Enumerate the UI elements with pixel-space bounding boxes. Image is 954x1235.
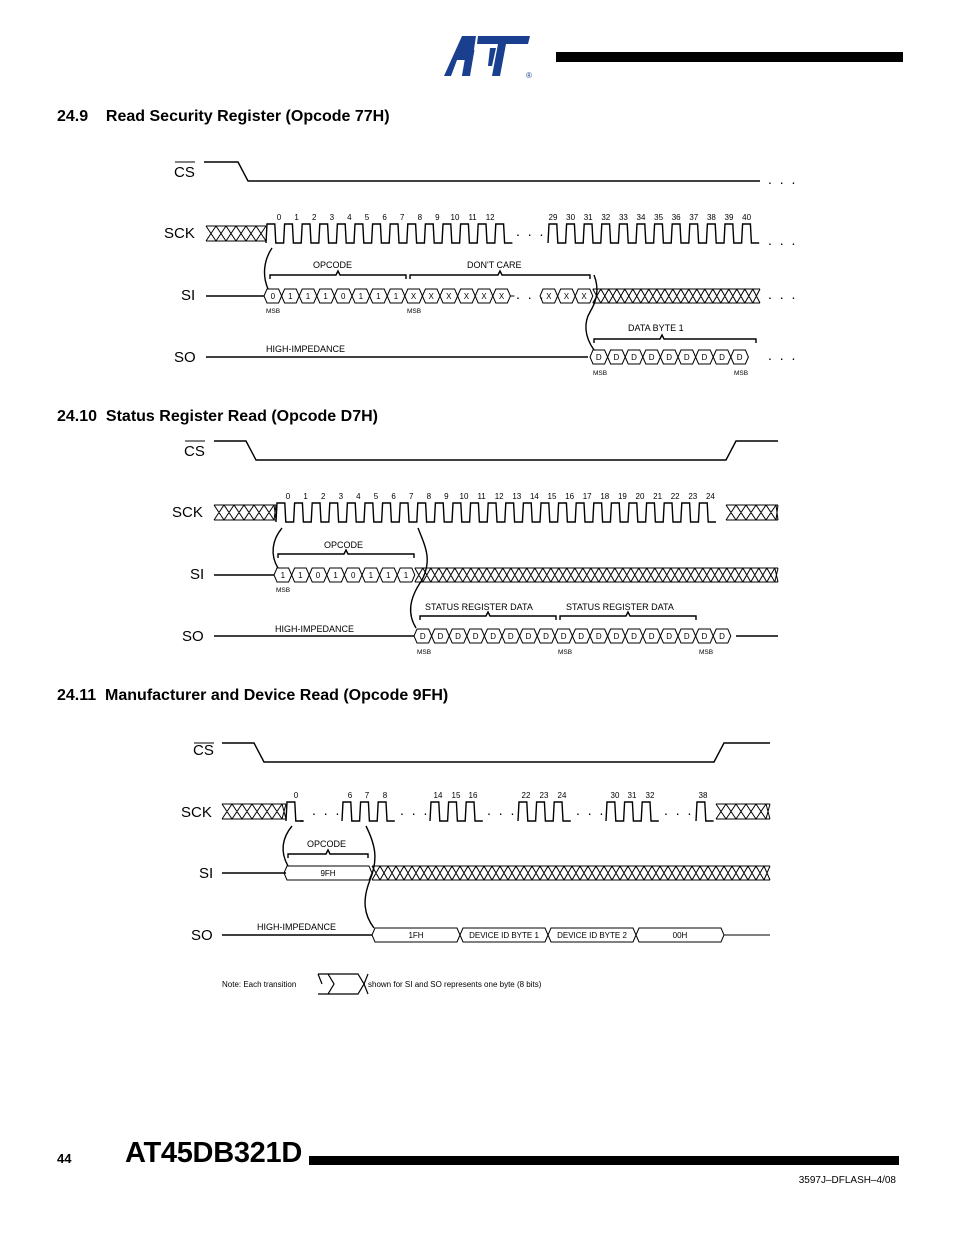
- clock-number: 0: [293, 791, 299, 800]
- si-opcode-bit: 0: [340, 292, 346, 301]
- clock-number: 21: [653, 492, 663, 501]
- so-data-bit: D: [719, 632, 725, 641]
- si-label: SI: [181, 287, 196, 304]
- clock-number: 38: [698, 791, 708, 800]
- clock-number: 32: [601, 213, 611, 222]
- clock-number: 23: [539, 791, 549, 800]
- clock-number: 8: [417, 213, 423, 222]
- so-data-bit: D: [701, 632, 708, 641]
- si-opcode-bit: 1: [305, 292, 311, 301]
- svg-text:. . .: . . .: [487, 802, 517, 818]
- clock-number: 3: [338, 492, 344, 501]
- clock-number: 24: [557, 791, 567, 800]
- footer-rule: [309, 1156, 899, 1165]
- so-data-bit: D: [490, 632, 497, 641]
- si-dont-care-bit: X: [481, 292, 487, 301]
- clock-number: 8: [426, 492, 432, 501]
- clock-number: 1: [294, 213, 299, 222]
- clock-number: 9: [435, 213, 440, 222]
- clock-number: 6: [391, 492, 396, 501]
- sck-label: SCK: [172, 504, 203, 521]
- clock-number: 15: [547, 492, 557, 501]
- clock-number: 7: [364, 791, 370, 800]
- clock-number: 14: [433, 791, 443, 800]
- clock-number: 22: [670, 492, 680, 501]
- svg-text:MSB: MSB: [558, 649, 573, 656]
- cs-label: CS: [184, 443, 205, 460]
- so-data-bit: D: [648, 632, 655, 641]
- so-data-bit: D: [613, 353, 620, 362]
- so-byte: 1FH: [408, 931, 424, 940]
- so-data-bit: D: [683, 353, 690, 362]
- clock-number: 19: [617, 492, 627, 501]
- svg-text:. . .: . . .: [400, 802, 430, 818]
- clock-number: 3: [329, 213, 335, 222]
- svg-text:MSB: MSB: [276, 587, 291, 594]
- so-data-bit: D: [701, 353, 708, 362]
- svg-text:MSB: MSB: [734, 370, 749, 377]
- svg-text:. . .: . . .: [312, 802, 342, 818]
- so-data-bit: D: [631, 353, 637, 362]
- so-data-bit: D: [595, 632, 602, 641]
- clock-number: 20: [635, 492, 645, 501]
- so-data-bit: D: [648, 353, 655, 362]
- clock-number: 2: [320, 492, 326, 501]
- clock-number: 10: [450, 213, 460, 222]
- clock-number: 24: [705, 492, 715, 501]
- so-data-bit: D: [719, 353, 725, 362]
- page-number: 44: [57, 1151, 72, 1166]
- so-data-bit: D: [683, 632, 690, 641]
- si-dont-care-bit: X: [581, 292, 587, 301]
- so-data-bit: D: [419, 632, 426, 641]
- clock-number: 31: [627, 791, 637, 800]
- sck-label: SCK: [164, 225, 195, 242]
- si-opcode-bit: 1: [288, 292, 293, 301]
- clock-number: 16: [468, 791, 478, 800]
- si-opcode-bit: 0: [315, 571, 321, 580]
- clock-number: 7: [408, 492, 414, 501]
- clock-number: 39: [724, 213, 734, 222]
- clock-number: 0: [285, 492, 291, 501]
- opcode-label: OPCODE: [324, 540, 364, 550]
- si-opcode-bit: 1: [403, 571, 409, 580]
- svg-text:®: ®: [526, 71, 532, 80]
- so-data-bit: D: [666, 632, 673, 641]
- clock-number: 2: [311, 213, 317, 222]
- clock-number: 12: [494, 492, 504, 501]
- clock-number: 4: [347, 213, 352, 222]
- so-data-bit: D: [437, 632, 444, 641]
- svg-text:. . .: . . .: [768, 347, 798, 363]
- clock-number: 6: [382, 213, 387, 222]
- clock-number: 22: [521, 791, 531, 800]
- si-opcode-bit: 1: [333, 571, 338, 580]
- svg-text:. . .: . . .: [664, 802, 694, 818]
- si-opcode-bit: 1: [298, 571, 303, 580]
- si-opcode-bit: 1: [376, 292, 381, 301]
- si-label: SI: [199, 865, 214, 882]
- so-data-bit: D: [631, 632, 637, 641]
- clock-number: 37: [689, 213, 699, 222]
- high-impedance-label: HIGH-IMPEDANCE: [275, 624, 355, 634]
- si-opcode-bit: 1: [393, 292, 399, 301]
- clock-number: 17: [582, 492, 592, 501]
- clock-number: 9: [444, 492, 449, 501]
- clock-number: 23: [688, 492, 698, 501]
- clock-number: 0: [276, 213, 282, 222]
- si-opcode-bit: 1: [368, 571, 374, 580]
- clock-number: 38: [706, 213, 716, 222]
- part-name: AT45DB321D: [125, 1137, 302, 1169]
- svg-text:. . .: . . .: [768, 232, 798, 248]
- clock-number: 31: [583, 213, 593, 222]
- data-byte-label: DATA BYTE 1: [628, 323, 684, 333]
- si-opcode-bit: 1: [386, 571, 391, 580]
- si-dont-care-bit: X: [546, 292, 552, 301]
- clock-number: 8: [382, 791, 388, 800]
- so-data-bit: D: [595, 353, 602, 362]
- section-title-24-10: 24.10 Status Register Read (Opcode D7H): [57, 408, 378, 425]
- sck-label: SCK: [181, 804, 212, 821]
- status-data-label-2: STATUS REGISTER DATA: [566, 602, 674, 612]
- so-data-bit: D: [613, 632, 620, 641]
- svg-text:MSB: MSB: [407, 308, 422, 315]
- clock-number: 30: [566, 213, 576, 222]
- opcode-label: OPCODE: [313, 260, 353, 270]
- so-byte: DEVICE ID BYTE 1: [469, 931, 539, 940]
- clock-number: 11: [477, 492, 486, 501]
- so-label: SO: [182, 628, 204, 645]
- clock-number: 12: [485, 213, 495, 222]
- high-impedance-label: HIGH-IMPEDANCE: [257, 922, 337, 932]
- dont-care-label: DON'T CARE: [467, 260, 522, 270]
- so-data-bit: D: [543, 632, 549, 641]
- note-text-2: shown for SI and SO represents one byte (8 bits): [368, 980, 542, 989]
- so-data-bit: D: [666, 353, 673, 362]
- so-data-bit: D: [578, 632, 585, 641]
- si-opcode-bit: 0: [270, 292, 276, 301]
- so-data-bit: D: [525, 632, 532, 641]
- note-text-1: Note: Each transition: [222, 980, 297, 989]
- clock-number: 35: [654, 213, 664, 222]
- status-data-label-1: STATUS REGISTER DATA: [425, 602, 533, 612]
- note-transition-symbol: [318, 974, 368, 994]
- cs-label: CS: [174, 164, 195, 181]
- clock-number: 10: [459, 492, 469, 501]
- clock-number: 13: [512, 492, 522, 501]
- so-data-bit: D: [736, 353, 743, 362]
- so-byte: 00H: [672, 931, 688, 940]
- clock-number: 40: [742, 213, 752, 222]
- cs-label: CS: [193, 742, 214, 759]
- so-data-bit: D: [507, 632, 514, 641]
- si-opcode-bit: 1: [280, 571, 286, 580]
- so-data-bit: D: [455, 632, 461, 641]
- si-opcode-bit: 0: [350, 571, 356, 580]
- clock-number: 18: [600, 492, 610, 501]
- clock-number: 5: [373, 492, 379, 501]
- clock-number: 36: [671, 213, 681, 222]
- clock-number: 32: [645, 791, 655, 800]
- si-dont-care-bit: X: [410, 292, 417, 301]
- svg-text:. . .: . . .: [516, 286, 546, 302]
- si-opcode-bit: 1: [323, 292, 328, 301]
- clock-number: 16: [565, 492, 575, 501]
- clock-number: 33: [618, 213, 628, 222]
- so-data-bit: D: [560, 632, 567, 641]
- clock-number: 15: [451, 791, 461, 800]
- svg-text:MSB: MSB: [417, 649, 432, 656]
- clock-number: 6: [347, 791, 353, 800]
- opcode-label: OPCODE: [307, 839, 347, 849]
- high-impedance-label: HIGH-IMPEDANCE: [266, 344, 346, 354]
- svg-text:. . .: . . .: [516, 223, 546, 239]
- clock-number: 14: [529, 492, 539, 501]
- si-dont-care-bit: X: [563, 292, 570, 301]
- clock-number: 5: [364, 213, 370, 222]
- svg-text:MSB: MSB: [593, 370, 608, 377]
- si-dont-care-bit: X: [446, 292, 452, 301]
- si-dont-care-bit: X: [498, 292, 505, 301]
- document-number: 3597J–DFLASH–4/08: [798, 1175, 896, 1186]
- svg-text:MSB: MSB: [266, 308, 281, 315]
- so-data-bit: D: [472, 632, 479, 641]
- section-title-24-11: 24.11 Manufacturer and Device Read (Opcode 9FH): [57, 687, 449, 704]
- si-dont-care-bit: X: [428, 292, 434, 301]
- clock-number: 11: [468, 213, 477, 222]
- so-label: SO: [191, 927, 213, 944]
- si-opcode-bit: 1: [358, 292, 364, 301]
- clock-number: 30: [610, 791, 620, 800]
- svg-text:MSB: MSB: [699, 649, 714, 656]
- section-title-24-9: 24.9 Read Security Register (Opcode 77H): [57, 108, 390, 125]
- clock-number: 4: [356, 492, 361, 501]
- clock-number: 7: [399, 213, 405, 222]
- clock-number: 34: [636, 213, 646, 222]
- si-label: SI: [190, 566, 205, 583]
- so-label: SO: [174, 349, 196, 366]
- svg-text:. . .: . . .: [768, 171, 798, 187]
- si-opcode-byte: 9FH: [320, 869, 336, 878]
- svg-text:. . .: . . .: [576, 802, 606, 818]
- clock-number: 1: [303, 492, 308, 501]
- clock-number: 29: [548, 213, 558, 222]
- svg-text:. . .: . . .: [768, 286, 798, 302]
- so-byte: DEVICE ID BYTE 2: [557, 931, 627, 940]
- si-dont-care-bit: X: [463, 292, 470, 301]
